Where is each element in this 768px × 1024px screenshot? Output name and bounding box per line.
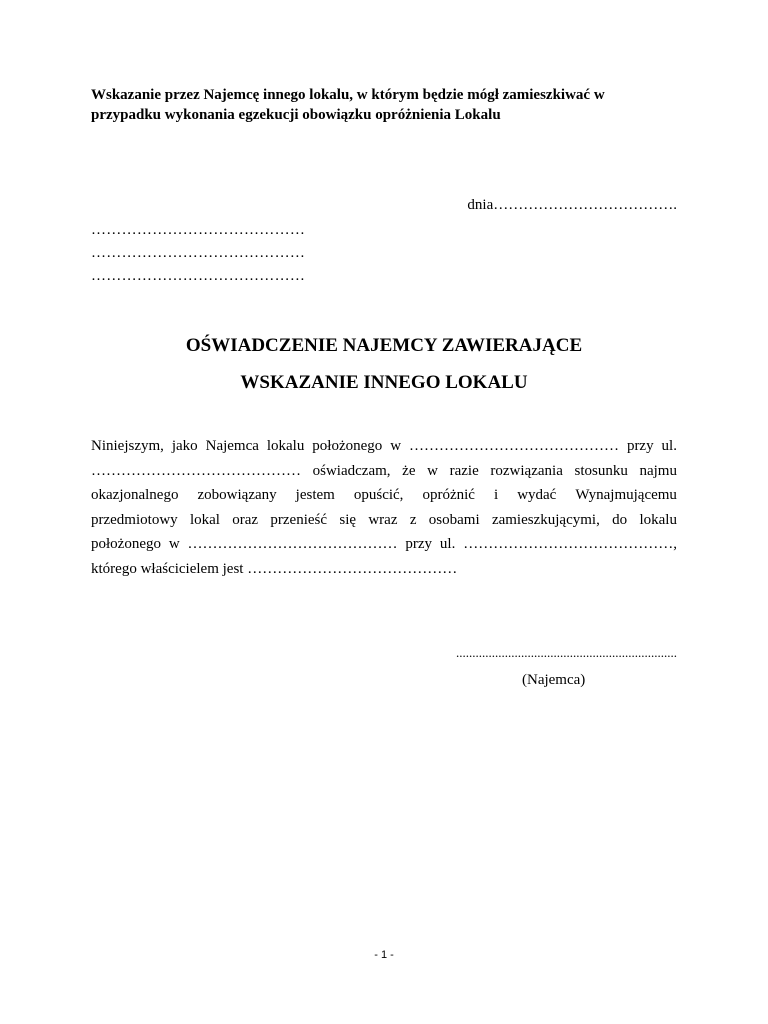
body-line-3 — [91, 483, 677, 508]
body-word: opróżnić — [422, 487, 475, 503]
body-word: jestem — [295, 487, 335, 503]
body-word: rozwiązania — [490, 462, 563, 479]
blank-field: …………………………………… — [187, 536, 398, 552]
body-word: wydać — [517, 487, 557, 503]
body-word: lokalu — [639, 511, 677, 528]
body-word: że — [402, 462, 416, 479]
body-word: najmu — [639, 462, 677, 479]
blank-field: …………………………………… — [409, 438, 619, 454]
document-title-line-1: OŚWIADCZENIE NAJEMCY ZAWIERAJĄCE — [185, 335, 583, 356]
body-word: Wynajmującemu — [575, 487, 677, 503]
document-title-line-2: WSKAZANIE INNEGO LOKALU — [240, 372, 528, 393]
body-word: jako — [171, 438, 198, 454]
body-last-line: którego właścicielem jest …………………………………… — [91, 560, 458, 577]
body-word: położonego — [91, 536, 161, 552]
body-word: stosunku — [574, 462, 628, 479]
address-line: …………………………………… — [91, 268, 306, 284]
body-line-1 — [91, 434, 677, 459]
body-word: przy — [405, 536, 433, 552]
body-word: lokal — [189, 511, 220, 528]
body-word: i — [493, 487, 499, 503]
body-word: zobowiązany — [197, 487, 277, 503]
body-word: do — [612, 511, 628, 528]
body-word: Niniejszym, — [91, 438, 164, 454]
body-word: się — [339, 511, 357, 528]
page-number: - 1 - — [374, 949, 394, 961]
signature-label: (Najemca) — [522, 672, 586, 688]
body-word: lokalu — [266, 438, 305, 454]
address-line: …………………………………… — [91, 222, 306, 238]
body-word: z — [409, 511, 417, 528]
body-word: w — [168, 536, 180, 552]
body-word: przy — [626, 438, 654, 454]
body-word: osobami — [428, 511, 480, 528]
body-word: położonego — [312, 438, 383, 454]
body-line-6 — [91, 557, 677, 582]
body-word: okazjonalnego — [91, 487, 179, 503]
body-word: w — [427, 462, 438, 479]
blank-field: ……………………………………, — [463, 536, 677, 552]
body-word: wraz — [368, 511, 398, 528]
address-line: …………………………………… — [91, 245, 306, 261]
body-word: oświadczam, — [312, 462, 391, 479]
body-word: ul. — [661, 438, 677, 454]
body-word: ul. — [439, 536, 456, 552]
body-word: razie — [449, 462, 479, 479]
body-word: przenieść — [270, 511, 328, 528]
body-word: zamieszkującymi, — [491, 511, 600, 528]
date-field: dnia………………………………. — [467, 197, 677, 213]
body-word: przedmiotowy — [91, 511, 178, 528]
header-note-line-2: przypadku wykonania egzekucji obowiązku opróżnienia Lokalu — [91, 107, 501, 123]
body-word: oraz — [232, 511, 259, 528]
body-word: opuścić, — [353, 487, 404, 503]
declaration-body — [91, 434, 677, 581]
signature-line: .................................................................... — [456, 645, 677, 660]
header-note — [91, 85, 691, 125]
body-word: w — [390, 438, 402, 454]
body-line-5 — [91, 532, 677, 557]
header-note-line-1: Wskazanie przez Najemcę innego lokalu, w którym będzie mógł zamieszkiwać w — [91, 87, 605, 103]
address-block — [91, 219, 305, 288]
body-word: Najemca — [205, 438, 259, 454]
body-line-4 — [91, 508, 677, 533]
blank-field: …………………………………… — [91, 462, 301, 479]
body-line-2 — [91, 459, 677, 484]
